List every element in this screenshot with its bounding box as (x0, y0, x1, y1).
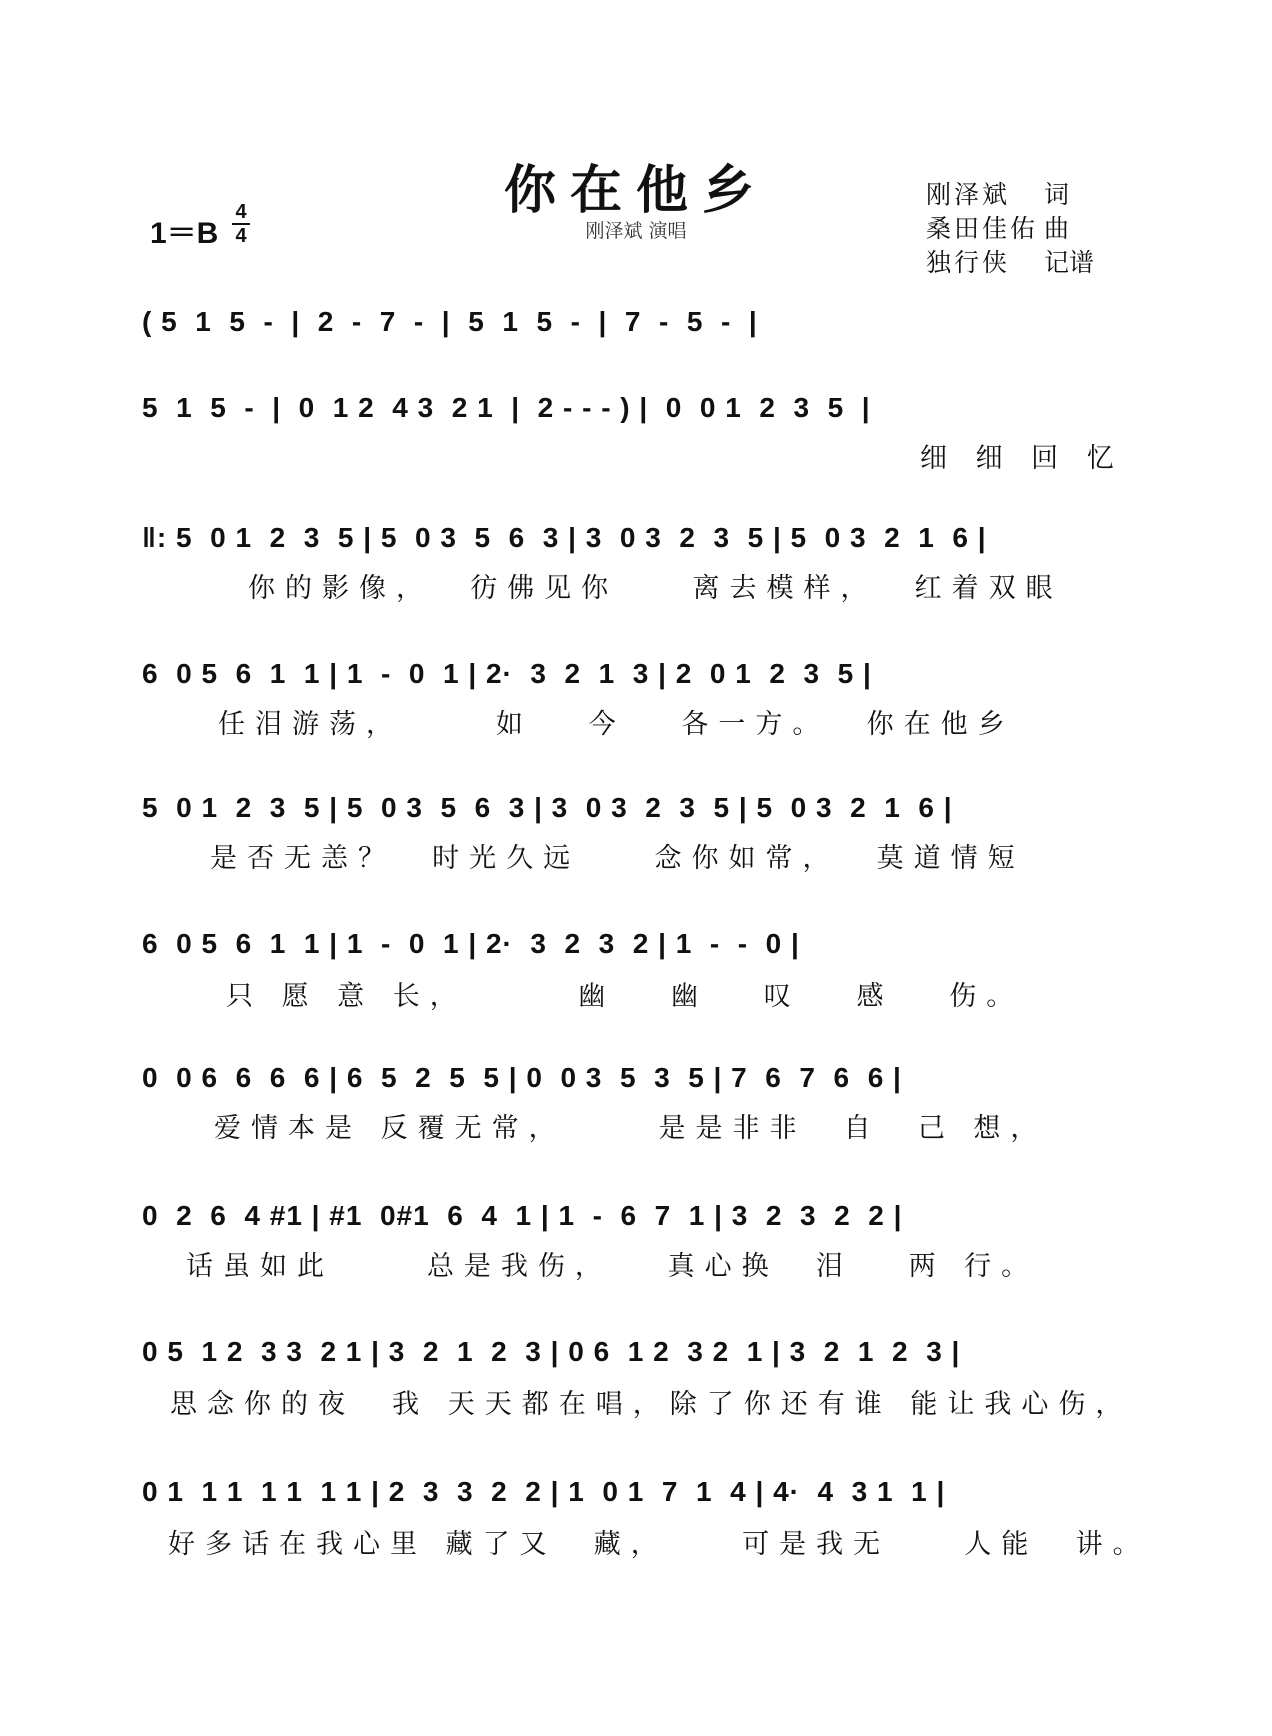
lyric-line-7: 爱情本是 反覆无常， 是是非非 自 己 想， (214, 1113, 1048, 1144)
credit-row (926, 244, 1104, 278)
lyric-line-3: 你的影像， 彷佛见你 离去模样， 红着双眼 (248, 573, 1063, 604)
performer-credit: 刚泽斌 演唱 (585, 220, 687, 242)
credits (926, 176, 1104, 278)
credit-name: 刚泽斌 (926, 180, 1011, 209)
lyric-line-6: 只 愿 意 长， 幽 幽 叹 感 伤。 (226, 981, 1024, 1012)
score-line-3: ‖: 5 0 1 2 3 5 | 5 0 3 5 6 3 | 3 0 3 2 3 5 | 5 0 3 2 1 6 | (142, 522, 987, 553)
lyric-line-9: 思念你的夜 我 天天都在唱，除了你还有谁 能让我心伤， (170, 1389, 1133, 1420)
score-line-1: ( 5 1 5 - | 2 - 7 - | 5 1 5 - | 7 - 5 - | (142, 306, 758, 337)
credit-role: 曲 (1044, 214, 1070, 243)
credit-row (926, 210, 1104, 244)
score-line-6: 6 0 5 6 1 1 | 1 - 0 1 | 2· 3 2 3 2 | 1 - - 0 | (142, 928, 800, 959)
key-signature: 1＝B (150, 217, 219, 250)
score-line-9: 0 5 1 2 3 3 2 1 | 3 2 1 2 3 | 0 6 1 2 3 2 1 | 3 2 1 2 3 | (142, 1336, 961, 1367)
song-title: 你在他乡 (503, 160, 768, 221)
lyric-line-4: 任泪游荡， 如 今 各一方。 你在他乡 (218, 709, 1015, 740)
credit-role: 记谱 (1044, 248, 1095, 277)
score-line-7: 0 0 6 6 6 6 | 6 5 2 5 5 | 0 0 3 5 3 5 | 7 6 7 6 6 | (142, 1062, 902, 1093)
score-line-2: 5 1 5 - | 0 1 2 4 3 2 1 | 2 - - - ) | 0 0 1 2 3 5 | (142, 392, 871, 423)
lyric-line-8: 话虽如此 总是我伤， 真心换 泪 两 行。 (186, 1251, 1039, 1282)
score-line-5: 5 0 1 2 3 5 | 5 0 3 5 6 3 | 3 0 3 2 3 5 | 5 0 3 2 1 6 | (142, 792, 953, 823)
time-signature-top: 4 (235, 201, 247, 223)
credit-row (926, 176, 1104, 210)
score-line-4: 6 0 5 6 1 1 | 1 - 0 1 | 2· 3 2 1 3 | 2 0 1 2 3 5 | (142, 658, 872, 689)
lyric-line-10: 好多话在我心里 藏了又 藏， 可是我无 人能 讲。 (168, 1529, 1150, 1560)
score-line-8: 0 2 6 4 #1 | #1 0#1 6 4 1 | 1 - 6 7 1 | 3 2 3 2 2 | (142, 1200, 903, 1231)
score-line-10: 0 1 1 1 1 1 1 1 | 2 3 3 2 2 | 1 0 1 7 1 4 | 4· 4 3 1 1 | (142, 1476, 946, 1507)
time-signature-bottom: 4 (235, 225, 247, 247)
time-signature (232, 202, 250, 246)
lyric-line-2: 细 细 回 忆 (920, 443, 1124, 474)
lyric-line-5: 是否无恙？ 时光久远 念你如常， 莫道情短 (210, 843, 1025, 874)
credit-name: 桑田佳佑 (926, 214, 1039, 243)
credit-role: 词 (1044, 180, 1070, 209)
credit-name: 独行侠 (926, 248, 1011, 277)
